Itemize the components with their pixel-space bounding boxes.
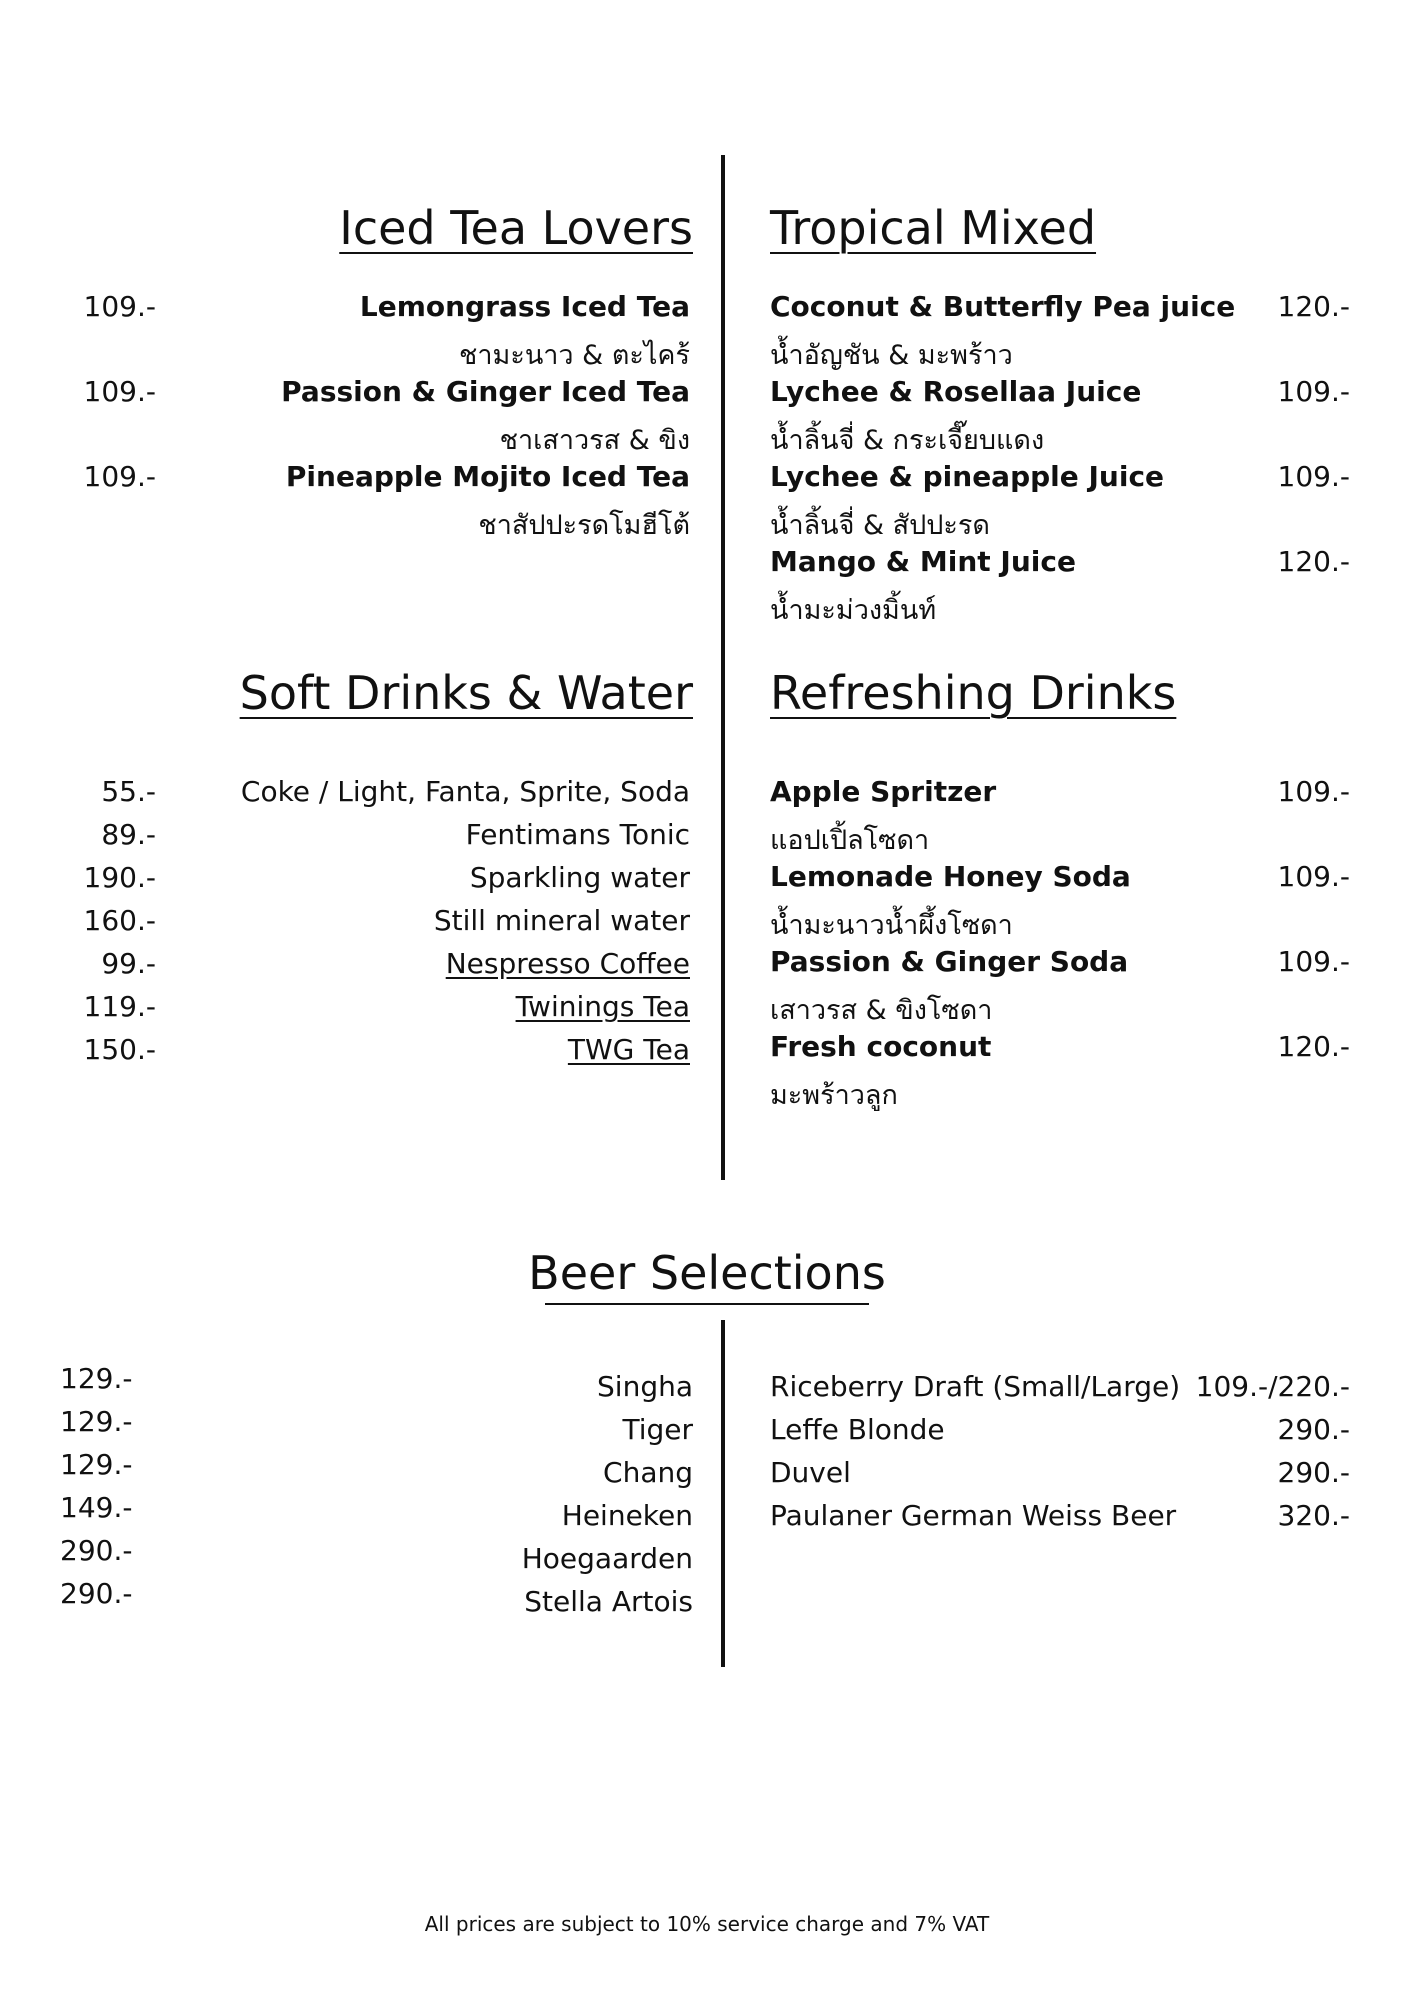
item-price: 55.- <box>101 775 156 808</box>
beer-right-list <box>770 1370 1350 1542</box>
item-price: 99.- <box>101 947 156 980</box>
item-thai-row <box>770 418 1350 460</box>
item-name: Leffe Blonde <box>770 1413 945 1446</box>
menu-item <box>770 945 1350 988</box>
item-price: 109.- <box>1277 375 1350 408</box>
upper-divider <box>721 155 725 1180</box>
beer-price: 290.- <box>60 1534 133 1567</box>
menu-item <box>770 460 1350 503</box>
item-name: Apple Spritzer <box>770 775 997 808</box>
item-price: 290.- <box>1277 1413 1350 1446</box>
item-name: Still mineral water <box>433 904 690 937</box>
menu-item <box>60 990 690 1033</box>
beer-name: Tiger <box>622 1413 693 1446</box>
beer-name: Stella Artois <box>524 1585 693 1618</box>
menu-item <box>60 1033 690 1076</box>
beer-heading-underline <box>545 1303 869 1305</box>
menu-item <box>770 1499 1350 1542</box>
menu-item <box>60 861 690 904</box>
beer-name: Hoegaarden <box>521 1542 693 1575</box>
menu-item <box>770 375 1350 418</box>
menu-item <box>770 545 1350 588</box>
soft-drinks-list <box>60 775 690 1076</box>
item-price: 109.-/220.- <box>1195 1370 1350 1403</box>
beer-name: Heineken <box>561 1499 693 1532</box>
item-name: Paulaner German Weiss Beer <box>770 1499 1177 1532</box>
item-price: 120.- <box>1277 1030 1350 1063</box>
item-price: 89.- <box>101 818 156 851</box>
item-name: Coke / Light, Fanta, Sprite, Soda <box>240 775 690 808</box>
tropical-list <box>770 290 1350 630</box>
twg-link[interactable]: TWG Tea <box>567 1033 690 1066</box>
menu-item <box>770 1370 1350 1413</box>
item-price: 109.- <box>1277 460 1350 493</box>
item-name: Riceberry Draft (Small/Large) <box>770 1370 1181 1403</box>
item-price: 290.- <box>1277 1456 1350 1489</box>
item-thai-name: มะพร้าวลูก <box>770 1080 898 1111</box>
beer-left-prices <box>60 1362 156 1620</box>
item-thai-name: แอปเปิ้ลโซดา <box>770 825 930 856</box>
item-name: Lychee & Rosellaa Juice <box>770 375 1142 408</box>
item-thai-name: น้ำมะม่วงมิ้นท์ <box>770 595 937 626</box>
item-thai-name: น้ำมะนาวน้ำผึ้งโซดา <box>770 910 1013 941</box>
menu-item <box>770 290 1350 333</box>
item-thai-row <box>60 503 690 545</box>
item-thai-row <box>770 1073 1350 1115</box>
item-thai-row <box>770 333 1350 375</box>
item-thai-row <box>770 588 1350 630</box>
item-price: 120.- <box>1277 290 1350 323</box>
menu-item <box>60 460 690 503</box>
beer-left-names <box>522 1370 693 1628</box>
item-thai-name: น้ำลิ้นจี่ & สัปปะรด <box>770 510 990 541</box>
menu-item <box>60 290 690 333</box>
footer-note: All prices are subject to 10% service charge and 7% VAT <box>424 1912 990 1936</box>
beer-name: Singha <box>597 1370 693 1403</box>
menu-item <box>60 818 690 861</box>
item-thai-row <box>60 333 690 375</box>
item-thai-name: ชาเสาวรส & ขิง <box>499 425 690 456</box>
menu-item <box>770 1456 1350 1499</box>
beer-price: 129.- <box>60 1362 133 1395</box>
menu-item <box>770 860 1350 903</box>
item-thai-name: น้ำลิ้นจี่ & กระเจี๊ยบแดง <box>770 425 1045 456</box>
item-name: Sparkling water <box>469 861 690 894</box>
beer-price: 290.- <box>60 1577 133 1610</box>
menu-item <box>770 1413 1350 1456</box>
beer-name: Chang <box>603 1456 693 1489</box>
lower-divider <box>721 1320 725 1667</box>
beer-price: 129.- <box>60 1448 133 1481</box>
item-thai-row <box>60 418 690 460</box>
item-name: Lemongrass Iced Tea <box>359 290 690 323</box>
nespresso-link[interactable]: Nespresso Coffee <box>445 947 690 980</box>
item-name: Duvel <box>770 1456 851 1489</box>
item-name: Pineapple Mojito Iced Tea <box>285 460 690 493</box>
tropical-heading: Tropical Mixed <box>770 201 1097 255</box>
item-price: 190.- <box>83 861 156 894</box>
item-name: Lemonade Honey Soda <box>770 860 1131 893</box>
item-thai-name: เสาวรส & ขิงโซดา <box>770 995 993 1026</box>
item-price: 120.- <box>1277 545 1350 578</box>
item-thai-name: ชามะนาว & ตะไคร้ <box>459 340 690 371</box>
menu-item <box>60 375 690 418</box>
item-thai-row <box>770 903 1350 945</box>
menu-item <box>60 947 690 990</box>
item-name: Coconut & Butterfly Pea juice <box>770 290 1236 323</box>
twinings-link[interactable]: Twinings Tea <box>515 990 690 1023</box>
item-thai-name: น้ำอัญชัน & มะพร้าว <box>770 340 1013 371</box>
beer-price: 149.- <box>60 1491 133 1524</box>
iced-tea-heading: Iced Tea Lovers <box>339 201 693 255</box>
refreshing-list <box>770 775 1350 1115</box>
item-price: 109.- <box>83 460 156 493</box>
item-price: 109.- <box>1277 775 1350 808</box>
menu-item <box>60 904 690 947</box>
item-name: Fentimans Tonic <box>465 818 690 851</box>
item-price: 109.- <box>1277 945 1350 978</box>
item-thai-row <box>770 503 1350 545</box>
item-name: Mango & Mint Juice <box>770 545 1076 578</box>
item-name: Fresh coconut <box>770 1030 992 1063</box>
menu-item <box>60 775 690 818</box>
menu-item <box>770 775 1350 818</box>
beer-price: 129.- <box>60 1405 133 1438</box>
item-price: 160.- <box>83 904 156 937</box>
item-thai-name: ชาสัปปะรดโมฮีโต้ <box>478 510 690 541</box>
item-price: 119.- <box>83 990 156 1023</box>
item-price: 109.- <box>83 290 156 323</box>
item-thai-row <box>770 988 1350 1030</box>
refreshing-heading: Refreshing Drinks <box>770 666 1177 720</box>
item-thai-row <box>770 818 1350 860</box>
menu-item <box>770 1030 1350 1073</box>
item-price: 109.- <box>83 375 156 408</box>
soft-drinks-heading: Soft Drinks & Water <box>239 666 693 720</box>
item-name: Lychee & pineapple Juice <box>770 460 1165 493</box>
item-name: Passion & Ginger Iced Tea <box>281 375 690 408</box>
item-price: 109.- <box>1277 860 1350 893</box>
item-price: 150.- <box>83 1033 156 1066</box>
item-price: 320.- <box>1277 1499 1350 1532</box>
iced-tea-list <box>60 290 690 545</box>
beer-heading: Beer Selections <box>528 1246 886 1300</box>
item-name: Passion & Ginger Soda <box>770 945 1129 978</box>
